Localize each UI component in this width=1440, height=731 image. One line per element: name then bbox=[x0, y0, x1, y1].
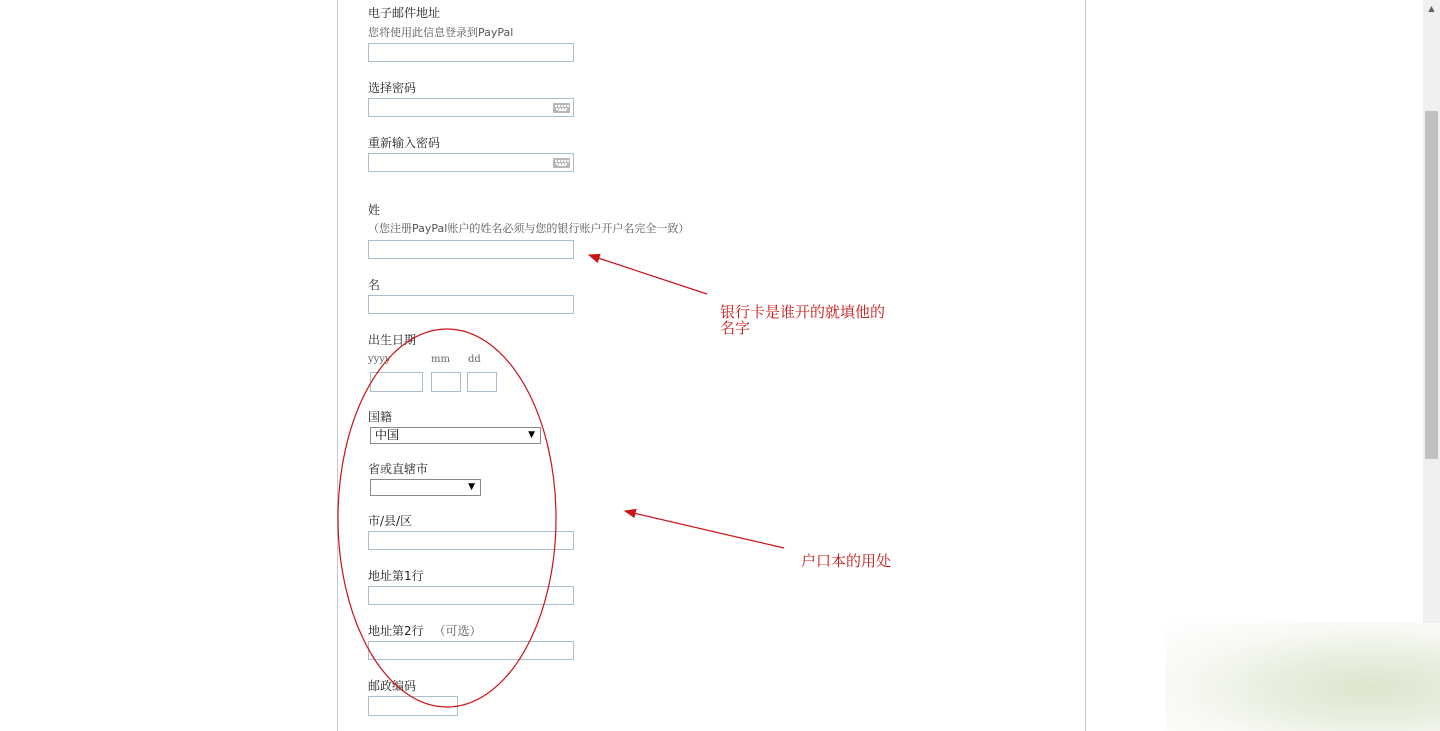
first-name-label: 名 bbox=[368, 278, 381, 292]
address2-optional-text: （可选） bbox=[433, 624, 482, 638]
birth-day-label: dd bbox=[468, 354, 481, 365]
annotation-bank-name-line2: 名字 bbox=[720, 319, 751, 337]
annotation-arrow-hukou bbox=[625, 511, 784, 548]
province-label: 省或直辖市 bbox=[368, 462, 429, 476]
address2-label-text: 地址第2行 bbox=[368, 624, 424, 638]
email-hint: 您将使用此信息登录到PayPal bbox=[368, 26, 514, 39]
dropdown-arrow-icon: ▼ bbox=[528, 430, 535, 440]
annotation-circle bbox=[338, 329, 556, 707]
password-confirm-label: 重新输入密码 bbox=[368, 136, 441, 150]
corner-blur-decoration bbox=[1165, 623, 1440, 731]
city-label: 市/县/区 bbox=[368, 514, 413, 528]
email-label: 电子邮件地址 bbox=[368, 6, 441, 20]
scroll-up-arrow-icon[interactable]: ▲ bbox=[1428, 4, 1435, 13]
postcode-label: 邮政编码 bbox=[368, 679, 417, 693]
vertical-scrollbar[interactable] bbox=[1423, 0, 1440, 623]
nationality-label: 国籍 bbox=[368, 410, 393, 424]
annotation-arrow-name bbox=[589, 255, 707, 294]
nationality-selected-value: 中国 bbox=[375, 428, 400, 442]
last-name-hint: （您注册PayPal账户的姓名必须与您的银行账户开户名完全一致） bbox=[368, 222, 690, 235]
birth-year-label: yyyy bbox=[368, 354, 391, 365]
birthdate-label: 出生日期 bbox=[368, 333, 417, 347]
dropdown-arrow-icon: ▼ bbox=[468, 482, 475, 492]
last-name-label: 姓 bbox=[368, 203, 381, 217]
annotation-hukou: 户口本的用处 bbox=[801, 552, 892, 570]
password-label: 选择密码 bbox=[368, 81, 417, 95]
annotation-bank-name-line1: 银行卡是谁开的就填他的 bbox=[720, 303, 886, 321]
scrollbar-thumb[interactable] bbox=[1425, 111, 1438, 459]
address1-label: 地址第1行 bbox=[368, 569, 424, 583]
birth-month-label: mm bbox=[431, 354, 450, 365]
